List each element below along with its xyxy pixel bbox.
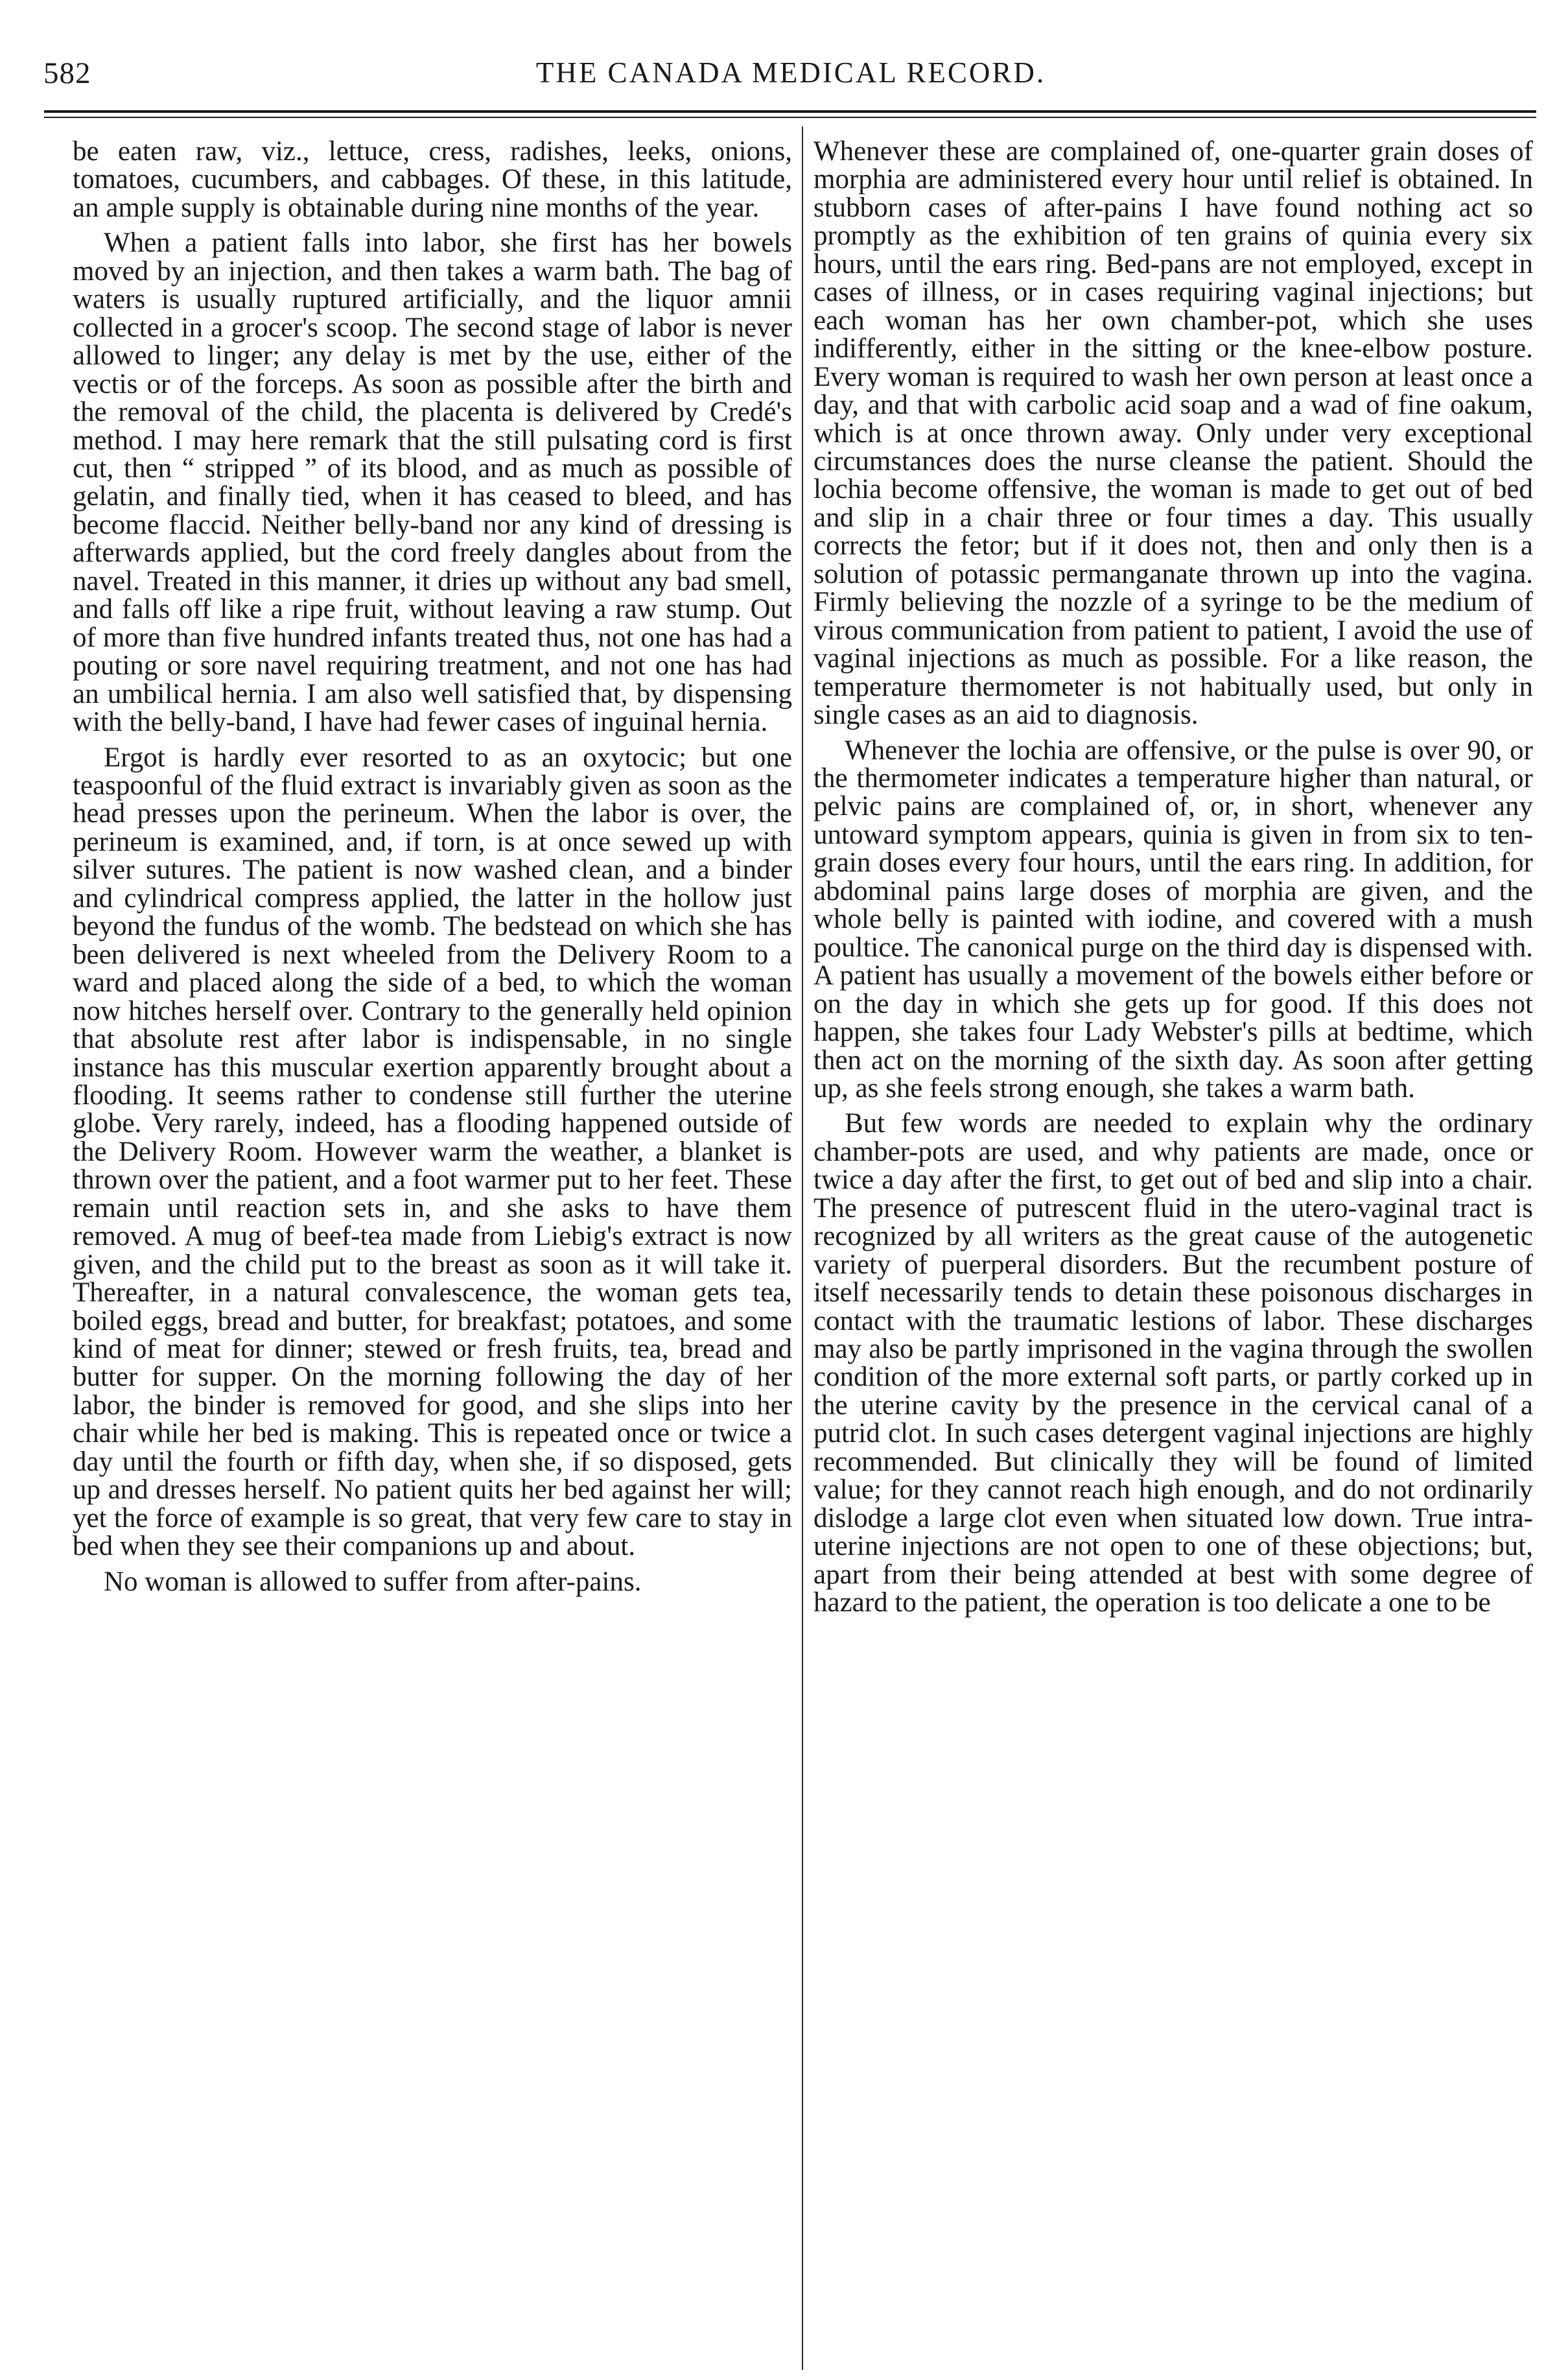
right-paragraph-3: But few words are needed to explain why the ordinary chamber-pots are used, and why patients are made, once or twice a day after the first, to get out of bed and slip into a chair. The presence of putrescent fluid in the utero-vaginal tract is recognized by all writers as the great cause of the autogenetic variety of puerperal disorders. But the recumbent posture of itself necessarily tends to detain these poisonous discharges in contact with the traumatic lestions of labor. These discharges may also be partly imprisoned in the vagina through the swollen condition of the more external soft parts, or partly corked up in the uterine cavity by the presence in the cervical canal of a putrid clot. In such cases detergent vaginal injections are highly recommended. But clinically they will be found of limited value; for they cannot reach high enough, and do not ordinarily dislodge a large clot even when situated low down. True intra-uterine injections are not open to one of these objections; but, apart from their being attended at best with some degree of hazard to the patient, the operation is too delicate a one to be — [813, 1108, 1533, 1618]
page-number: 582 — [43, 56, 91, 90]
header-rule-thin — [44, 117, 1536, 118]
running-title: THE CANADA MEDICAL RECORD. — [535, 56, 1046, 89]
left-paragraph-3: Ergot is hardly ever resorted to as an oxytocic; but one teaspoonful of the fluid extract is invariably given as soon as the head presses upon the perineum. When the labor is over, the perineum is examined, and, if torn, is at once sewed up with silver sutures. The patient is now washed clean, and a binder and cylindrical compress applied, the latter in the hollow just beyond the fundus of the womb. The bedstead on which she has been delivered is next wheeled from the Delivery Room to a ward and placed along the side of a bed, to which the woman now hitches herself over. Contrary to the generally held opinion that absolute rest after labor is indispensable, in no single instance has this muscular exertion apparently brought about a flooding. It seems rather to condense still further the uterine globe. Very rarely, indeed, has a flooding happened outside of the Delivery Room. However warm the weather, a blanket is thrown over the patient, and a foot warmer put to her feet. These remain until reaction sets in, and she asks to have them removed. A mug of beef-tea made from Liebig's extract is now given, and the child put to the breast as soon as it will take it. Thereafter, in a natural convalescence, the woman gets tea, boiled eggs, bread and butter, for breakfast; potatoes, and some kind of meat for dinner; stewed or fresh fruits, tea, bread and butter for supper. On the morning following the day of her labor, the binder is removed for good, and she slips into her chair while her bed is making. This is repeated once or twice a day until the fourth or fifth day, when she, if so disposed, gets up and dresses herself. No patient quits her bed against her will; yet the force of example is so great, that very few care to stay in bed when they see their companions up and about. — [73, 742, 792, 1562]
column-divider — [802, 126, 803, 2370]
left-column — [73, 137, 792, 1603]
left-paragraph-2: When a patient falls into labor, she first has her bowels moved by an injection, and then takes a warm bath. The bag of waters is usually ruptured artificially, and the liquor amnii collected in a grocer's scoop. The second stage of labor is never allowed to linger; any delay is met by the use, either of the vectis or of the forceps. As soon as possible after the birth and the removal of the child, the placenta is delivered by Credé's method. I may here remark that the still pulsating cord is first cut, then “ stripped ” of its blood, and as much as possible of gelatin, and finally tied, when it has ceased to bleed, and has become flaccid. Neither belly-band nor any kind of dressing is afterwards applied, but the cord freely dangles about from the navel. Treated in this manner, it dries up without any bad smell, and falls off like a ripe fruit, without leaving a raw stump. Out of more than five hundred infants treated thus, not one has had a pouting or sore navel requiring treatment, and not one has had an umbilical hernia. I am also well satisfied that, by dispensing with the belly-band, I have had fewer cases of inguinal hernia. — [73, 228, 792, 738]
left-paragraph-1: be eaten raw, viz., lettuce, cress, radishes, leeks, onions, tomatoes, cucumbers, and cabbages. Of these, in this latitude, an ample supply is obtainable during nine months of the year. — [73, 136, 792, 223]
right-paragraph-1: Whenever these are complained of, one-quarter grain doses of morphia are administered every hour until relief is obtained. In stubborn cases of after-pains I have found nothing act so promptly as the exhibition of ten grains of quinia every six hours, until the ears ring. Bed-pans are not employed, except in cases of illness, or in cases requiring vaginal injections; but each woman has her own chamber-pot, which she uses indifferently, either in the sitting or the knee-elbow posture. Every woman is required to wash her own person at least once a day, and that with carbolic acid soap and a wad of fine oakum, which is at once thrown away. Only under very exceptional circumstances does the nurse cleanse the patient. Should the lochia become offensive, the woman is made to get out of bed and slip in a chair three or four times a day. This usually corrects the fetor; but if it does not, then and only then is a solution of potassic permanganate thrown up into the vagina. Firmly believing the nozzle of a syringe to be the medium of virous communication from patient to patient, I avoid the use of vaginal injections as much as possible. For a like reason, the temperature thermometer is not habitually used, but only in single cases as an aid to diagnosis. — [813, 136, 1533, 731]
right-column — [813, 137, 1533, 1624]
right-paragraph-2: Whenever the lochia are offensive, or the pulse is over 90, or the thermometer indicates a temperature higher than natural, or pelvic pains are complained of, or, in short, whenever any untoward symptom appears, quinia is given in from six to ten-grain doses every four hours, until the ears ring. In addition, for abdominal pains large doses of morphia are given, and the whole belly is painted with iodine, and covered with a mush poultice. The canonical purge on the third day is dispensed with. A patient has usually a movement of the bowels either before or on the day in which she gets up for good. If this does not happen, she takes four Lady Webster's pills at bedtime, which then act on the morning of the sixth day. As soon after getting up, as she feels strong enough, she takes a warm bath. — [813, 735, 1533, 1104]
left-paragraph-4: No woman is allowed to suffer from after-pains. — [104, 1566, 642, 1597]
page-header — [36, 53, 1546, 105]
header-rule-thick — [44, 110, 1536, 113]
